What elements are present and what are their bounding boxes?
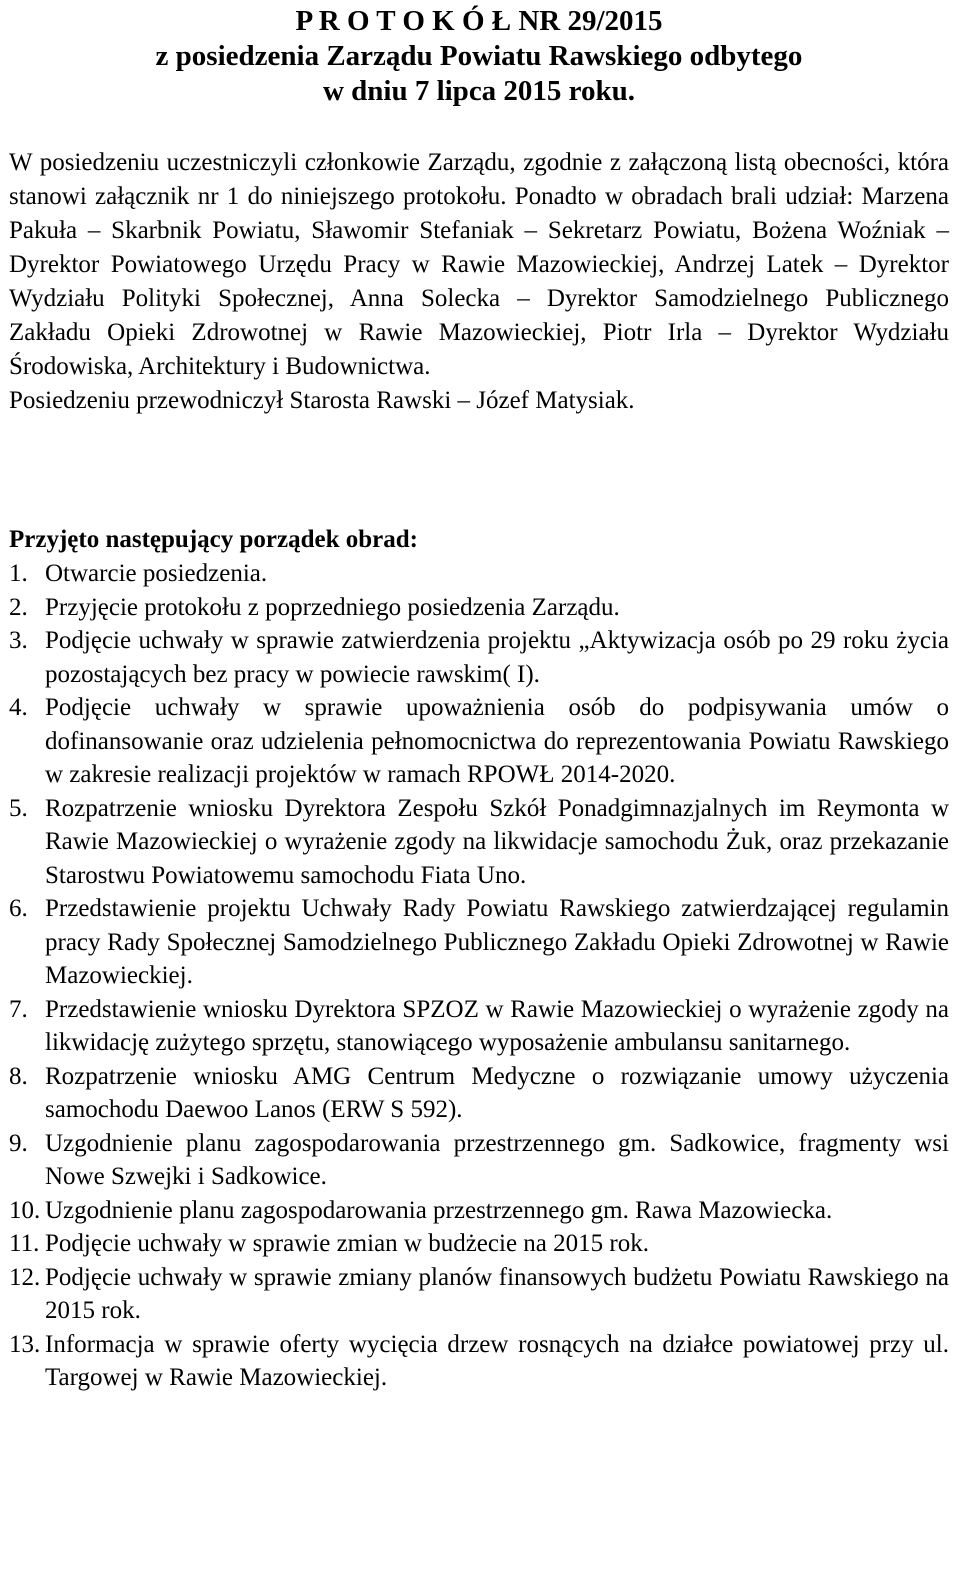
agenda-item-number: 10. [9,1196,41,1224]
agenda-item-text: Przedstawienie wniosku Dyrektora SPZOZ w Rawie Mazowieckiej o wyrażenie zgody na likwidację zużytego sprzętu, stanowiącego wyposażenie ambulansu sanitarnego. [45,995,949,1056]
agenda-item [9,691,949,792]
agenda-item [9,1060,949,1127]
agenda-item [9,1194,949,1228]
agenda-item-text: Przyjęcie protokołu z poprzedniego posiedzenia Zarządu. [45,593,620,621]
agenda-item-text: Informacja w sprawie oferty wycięcia drzew rosnących na działce powiatowej przy ul. Targowej w Rawie Mazowieckiej. [45,1330,949,1391]
agenda-item-text: Podjęcie uchwały w sprawie zmiany planów finansowych budżetu Powiatu Rawskiego na 2015 rok. [45,1263,949,1324]
agenda-item [9,993,949,1060]
agenda-item-number: 9. [9,1129,28,1157]
agenda-item-number: 4. [9,694,28,721]
agenda-list [9,557,949,1395]
agenda-item-text: Podjęcie uchwały w sprawie zmian w budżecie na 2015 rok. [45,1230,649,1257]
agenda-item [9,624,949,691]
agenda-item-number: 2. [9,593,28,621]
agenda-item [9,1261,949,1328]
agenda-item-number: 5. [9,794,28,822]
attendance-paragraph: W posiedzeniu uczestniczyli członkowie Zarządu, zgodnie z załączoną listą obecności, która stanowi załącznik nr 1 do niniejszego protokołu. Ponadto w obradach brali udział: Marzena Pakuła – Skarbnik Powiatu, Sławomir Stefaniak – Sekretarz Powiatu, Bożena Woźniak – Dyrektor Powiatowego Urzędu Pracy w Rawie Mazowieckiej, Andrzej Latek – Dyrektor Wydziału Polityki Społecznej, Anna Solecka – Dyrektor Samodzielnego Publicznego Zakładu Opieki Zdrowotnej w Rawie Mazowieckiej, Piotr Irla – Dyrektor Wydziału Środowiska, Architektury i Budownictwa. [9,149,949,380]
agenda-item-text: Podjęcie uchwały w sprawie upoważnienia osób do podpisywania umów o dofinansowanie oraz udzielenia pełnomocnictwa do reprezentowania Powiatu Rawskiego w zakresie realizacji projektów w ramach RPOWŁ 2014-2020. [45,694,949,788]
protocol-number-title: P R O T O K Ó Ł NR 29/2015 [295,5,663,37]
meeting-date: w dniu 7 lipca 2015 roku. [322,75,636,107]
agenda-item-text: Rozpatrzenie wniosku Dyrektora Zespołu Szkół Ponadgimnazjalnych im Reymonta w Rawie Mazowieckiej o wyrażenie zgody na likwidacje samochodu Żuk, oraz przekazanie Starostwu Powiatowemu samochodu Fiata Uno. [45,794,949,889]
agenda-item-text: Rozpatrzenie wniosku AMG Centrum Medyczne o rozwiązanie umowy użyczenia samochodu Daewoo Lanos (ERW S 592). [45,1062,949,1123]
agenda-title: Przyjęto następujący porządek obrad: [9,526,418,553]
agenda-item-number: 8. [9,1062,28,1090]
agenda-item [9,792,949,893]
agenda-item-number: 3. [9,627,28,654]
agenda-item-text: Uzgodnienie planu zagospodarowania przestrzennego gm. Rawa Mazowiecka. [45,1196,833,1224]
agenda-item-number: 7. [9,995,28,1023]
attendance-section [9,146,949,384]
chairman-line: Posiedzeniu przewodniczył Starosta Rawski – Józef Matysiak. [9,387,635,414]
agenda-item-number: 12. [9,1263,41,1291]
agenda-item-number: 1. [9,560,28,587]
agenda-item [9,1227,949,1261]
agenda-item [9,557,949,591]
meeting-description: z posiedzenia Zarządu Powiatu Rawskiego odbytego [155,40,803,72]
agenda-item-text: Uzgodnienie planu zagospodarowania przestrzennego gm. Sadkowice, fragmenty wsi Nowe Szwejki i Sadkowice. [45,1129,949,1190]
agenda-item [9,1127,949,1194]
agenda-item-text: Otwarcie posiedzenia. [45,560,268,587]
agenda-item [9,1328,949,1395]
agenda-item [9,591,949,625]
agenda-item-text: Przedstawienie projektu Uchwały Rady Powiatu Rawskiego zatwierdzającej regulamin pracy Rady Społecznej Samodzielnego Publicznego Zakładu Opieki Zdrowotnej w Rawie Mazowieckiej. [45,895,949,989]
agenda-item-text: Podjęcie uchwały w sprawie zatwierdzenia projektu „Aktywizacja osób po 29 roku życia pozostających bez pracy w powiecie rawskim( I). [45,627,949,688]
document-page [9,0,949,1395]
agenda-item-number: 11. [9,1230,40,1257]
document-header [9,0,949,109]
agenda-item [9,892,949,993]
agenda-item-number: 6. [9,895,28,922]
agenda-item-number: 13. [9,1330,41,1358]
